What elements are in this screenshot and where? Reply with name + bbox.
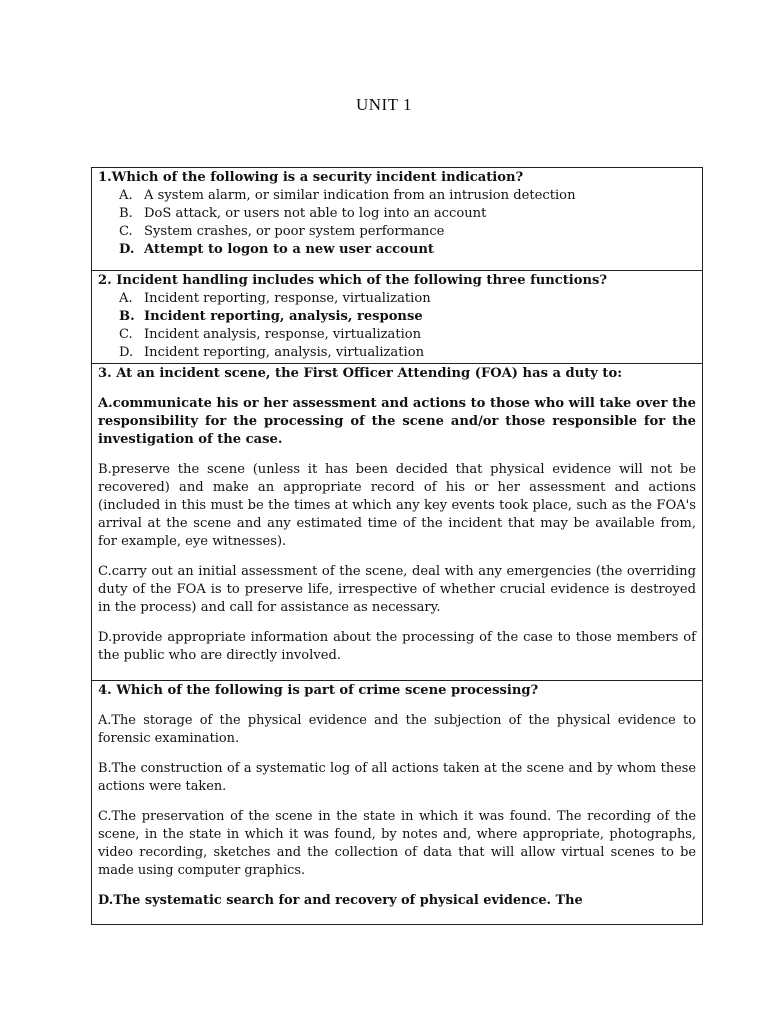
page-title: UNIT 1 <box>355 95 413 114</box>
option-letter: D. <box>119 242 135 257</box>
answer-paragraph-d: D.The systematic search for and recovery of physical evidence. The <box>98 893 583 908</box>
option-text: Incident reporting, analysis, virtualization <box>144 345 425 360</box>
option-letter: D. <box>119 345 134 360</box>
option-letter: C. <box>119 327 133 342</box>
question-2-text: 2. Incident handling includes which of the following three functions? <box>98 273 608 288</box>
option-b <box>119 205 696 223</box>
question-1-text: 1.Which of the following is a security incident indication? <box>98 170 524 185</box>
answer-paragraph-b: B.preserve the scene (unless it has been decided that physical evidence will not be recovered) and make an appropriate record of his or her assessment and actions (included in this must be the times at which any key events took place, such as the FOA's arrival at the scene and any estimated time of the incident that may be available from, for example, eye witnesses). <box>98 462 696 549</box>
option-letter: B. <box>119 206 133 221</box>
option-d <box>119 344 696 362</box>
question-1-options <box>98 187 696 259</box>
option-text: Incident reporting, response, virtualization <box>144 291 431 306</box>
question-3 <box>92 363 702 680</box>
answer-paragraph-a: A.The storage of the physical evidence and the subjection of the physical evidence to forensic examination. <box>98 713 696 746</box>
question-4 <box>92 680 702 924</box>
option-letter: C. <box>119 224 133 239</box>
question-4-text: 4. Which of the following is part of crime scene processing? <box>98 683 539 698</box>
answer-paragraph-d: D.provide appropriate information about the processing of the case to those members of the public who are directly involved. <box>98 630 696 663</box>
question-3-text: 3. At an incident scene, the First Officer Attending (FOA) has a duty to: <box>98 366 623 381</box>
option-text: System crashes, or poor system performance <box>144 224 445 239</box>
option-text: Attempt to logon to a new user account <box>144 242 434 257</box>
question-1 <box>92 168 702 270</box>
option-text: A system alarm, or similar indication from an intrusion detection <box>144 188 576 203</box>
option-a <box>119 290 696 308</box>
option-d-answer <box>119 241 696 259</box>
option-text: Incident analysis, response, virtualization <box>144 327 422 342</box>
question-2 <box>92 270 702 363</box>
option-c <box>119 326 696 344</box>
question-2-options <box>98 290 696 362</box>
answer-paragraph-a: A.communicate his or her assessment and actions to those who will take over the responsibility for the processing of the scene and/or those responsible for the investigation of the case. <box>98 396 696 447</box>
answer-paragraph-c: C.The preservation of the scene in the state in which it was found. The recording of the scene, in the state in which it was found, by notes and, where appropriate, photographs, video recording, sketches and the collection of data that will allow virtual scenes to be made using computer graphics. <box>98 809 696 878</box>
option-b-answer <box>119 308 696 326</box>
option-letter: B. <box>119 309 135 324</box>
option-c <box>119 223 696 241</box>
option-text: Incident reporting, analysis, response <box>144 309 423 324</box>
answer-paragraph-b: B.The construction of a systematic log of all actions taken at the scene and by whom these actions were taken. <box>98 761 696 794</box>
option-a <box>119 187 696 205</box>
option-text: DoS attack, or users not able to log into an account <box>144 206 487 221</box>
option-letter: A. <box>119 291 133 306</box>
answer-paragraph-c: C.carry out an initial assessment of the scene, deal with any emergencies (the overriding duty of the FOA is to preserve life, irrespective of whether crucial evidence is destroyed in the process) and call for assistance as necessary. <box>98 564 696 615</box>
question-table <box>91 167 703 925</box>
option-letter: A. <box>119 188 133 203</box>
